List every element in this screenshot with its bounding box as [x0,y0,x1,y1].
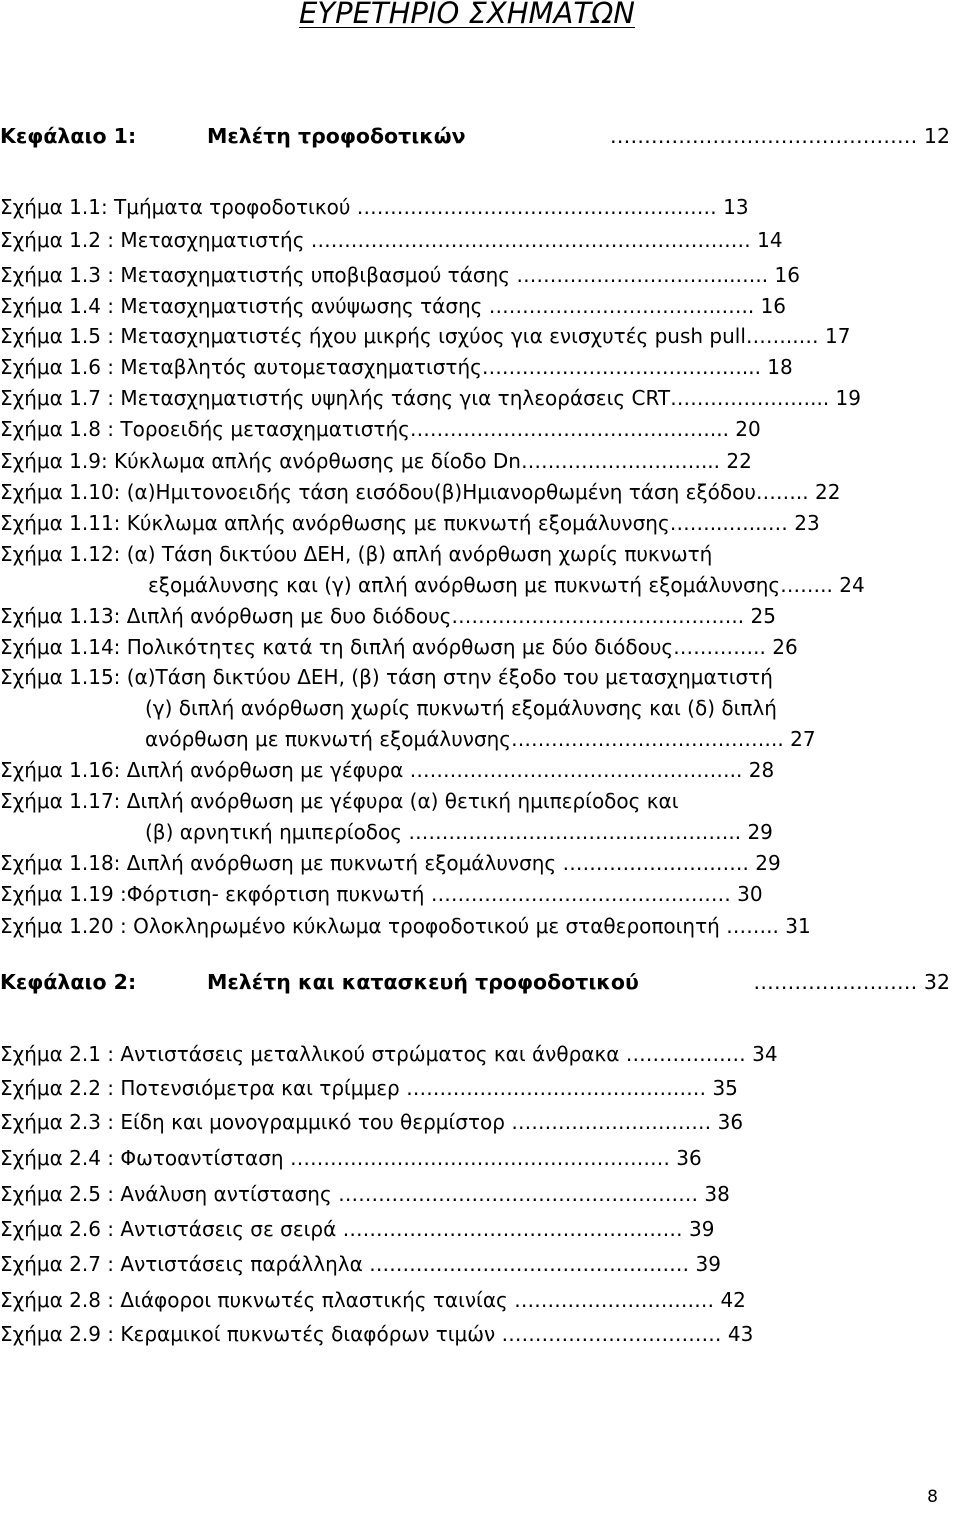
chapter-1-name: Μελέτη τροφοδοτικών [207,124,466,148]
figure-2-caption: Σχήμα 2.3 : Είδη και μονογραμμικό του θερμίστορ [0,1110,512,1134]
figure-1-caption: Σχήμα 1.13: Διπλή ανόρθωση με δυο διόδους [0,604,452,628]
figure-1-dot-leader: ……...…...… [669,511,788,535]
figure-1-entry[interactable] [0,509,952,537]
figure-1-entry[interactable] [145,694,952,722]
figure-2-entry[interactable] [0,1108,952,1136]
figure-1-page-number: 16 [754,294,787,318]
chapter-1-page: 12 [923,124,950,148]
figure-1-entry[interactable] [145,818,952,846]
figure-2-caption: Σχήμα 2.8 : Διάφοροι πυκνωτές πλαστικής ταινίας [0,1288,515,1312]
figure-2-page-number: 36 [711,1110,744,1134]
figure-2-entry[interactable] [0,1320,952,1348]
figure-2-dot-leader: …………………………… [501,1322,722,1346]
figure-1-entry[interactable] [0,880,952,908]
figure-1-caption: Σχήμα 1.4 : Μετασχηματιστής ανύψωσης τάσης [0,294,489,318]
figure-1-caption: Σχήμα 1.5 : Μετασχηματιστές ήχου μικρής ισχύος για ενισχυτές push pull [0,324,746,348]
figure-1-dot-leader: ………………………………….. [511,727,784,751]
figure-2-page-number: 35 [706,1076,738,1100]
figure-2-caption: Σχήμα 2.9 : Κεραμικοί πυκνωτές διαφόρων τιμών [0,1322,502,1346]
chapter-1-dots: ……………………………………… [609,124,918,148]
figure-1-dot-leader: ………………………………………………………… [310,228,751,252]
figure-1-dot-leader: …………………………………... [481,355,761,379]
figure-1-caption: Σχήμα 1.7 : Μετασχηματιστής υψηλής τάσης για τηλεοράσεις CRT [0,386,671,410]
figure-2-dot-leader: ………………………… [511,1110,712,1134]
figure-1-entry[interactable] [0,602,952,630]
figure-1-dot-leader: ………………………………………... [409,417,729,441]
figure-1-page-number: 26 [765,635,798,659]
figure-1-caption: Σχήμα 1.11: Κύκλωμα απλής ανόρθωσης με πυκνωτή εξομάλυνσης [0,511,670,535]
figure-1-dot-leader: …………………………...….. [516,263,769,287]
figure-1-caption: Σχήμα 1.15: (α)Τάση δικτύου ΔΕΗ, (β) τάση στην έξοδο του μετασχηματιστή [0,665,773,689]
figure-1-caption: (γ) διπλή ανόρθωση χωρίς πυκνωτή εξομάλυνσης και (δ) διπλή [145,696,777,720]
figure-1-caption: Σχήμα 1.8 : Τοροειδής μετασχηματιστής [0,417,410,441]
figure-1-dot-leader: ……………………………………………… [356,195,717,219]
figure-1-entry[interactable] [0,756,952,784]
figure-1-entry[interactable] [0,849,952,877]
figure-1-page-number: 25 [744,604,776,628]
figure-1-entry[interactable] [0,353,952,381]
figure-1-entry[interactable] [0,384,952,412]
figure-2-entry[interactable] [0,1250,952,1278]
figure-1-caption: εξομάλυνσης και (γ) απλή ανόρθωση με πυκνωτή εξομάλυνσης [148,573,781,597]
figure-2-entry[interactable] [0,1180,952,1208]
figure-1-dot-leader: ……..… [745,324,819,348]
figure-2-entry[interactable] [0,1215,952,1243]
figure-1-caption: Σχήμα 1.10: (α)Ημιτονοειδής τάση εισόδου(β)Ημιανορθωμένη τάση εξόδου [0,480,756,504]
figure-2-page-number: 42 [714,1288,746,1312]
figure-1-entry[interactable] [0,633,952,661]
figure-2-caption: Σχήμα 2.7 : Αντιστάσεις παράλληλα [0,1252,370,1276]
chapter-2-dots: …………………… [753,970,918,994]
figure-1-caption: Σχήμα 1.9: Κύκλωμα απλής ανόρθωσης με δίοδο Dn [0,449,521,473]
figure-2-entry[interactable] [0,1040,952,1068]
figure-2-dot-leader: ……………… [625,1042,746,1066]
figure-2-dot-leader: …………………………………………… [342,1217,683,1241]
figure-2-caption: Σχήμα 2.2 : Ποτενσιόμετρα και τρίμμερ [0,1076,407,1100]
figure-1-caption: ανόρθωση με πυκνωτή εξομάλυνσης [145,727,512,751]
figure-1-entry[interactable] [0,478,952,506]
chapter-1-leader [610,122,950,150]
figure-2-page-number: 36 [669,1146,702,1170]
figure-2-page-number: 43 [721,1322,754,1346]
figure-2-caption: Σχήμα 2.6 : Αντιστάσεις σε σειρά [0,1217,343,1241]
figure-1-entry[interactable] [0,447,952,475]
figure-1-dot-leader: …….. [755,480,809,504]
figure-2-page-number: 38 [698,1182,730,1206]
figure-2-page-number: 39 [689,1252,721,1276]
figure-2-dot-leader: ………………………………………………… [289,1146,670,1170]
figure-1-dot-leader: ……………………………………… [430,882,731,906]
figure-1-dot-leader: ………………………………………….. [408,820,742,844]
figure-2-dot-leader: ……………………………………… [406,1076,707,1100]
page-title: ΕΥΡΕΤΗΡΙΟ ΣΧΗΜΑΤΩΝ [299,0,635,30]
figure-1-page-number: 29 [741,820,773,844]
figure-1-dot-leader: …………………………………….. [451,604,745,628]
figure-1-page-number: 29 [748,851,781,875]
figure-1-dot-leader: …….. [780,573,833,597]
chapter-1-label: Κεφάλαιο 1: [0,124,137,148]
figure-1-entry[interactable] [0,912,952,940]
figure-1-entry[interactable] [148,571,952,599]
figure-1-page-number: 17 [818,324,851,348]
figure-1-dot-leader: …………………... [670,386,830,410]
figure-1-caption: Σχήμα 1.17: Διπλή ανόρθωση με γέφυρα (α) θετική ημιπερίοδος και [0,789,679,813]
figure-1-page-number: 23 [787,511,820,535]
chapter-2-entry[interactable] [0,968,952,996]
figure-1-caption: (β) αρνητική ημιπερίοδος [145,820,409,844]
chapter-2-leader [753,968,950,996]
figure-1-caption: Σχήμα 1.16: Διπλή ανόρθωση με γέφυρα [0,758,410,782]
figure-1-page-number: 18 [760,355,793,379]
figure-1-caption: Σχήμα 1.3 : Μετασχηματιστής υποβιβασμού τάσης [0,263,517,287]
figure-1-caption: Σχήμα 1.1: Τμήματα τροφοδοτικού [0,195,357,219]
figure-1-page-number: 19 [829,386,861,410]
figure-2-entry[interactable] [0,1144,952,1172]
figure-1-caption: Σχήμα 1.14: Πολικότητες κατά τη διπλή ανόρθωση με δύο διόδους [0,635,674,659]
figure-1-entry[interactable] [0,193,952,221]
figure-2-caption: Σχήμα 2.5 : Ανάλυση αντίστασης [0,1182,339,1206]
figure-1-page-number: 24 [832,573,865,597]
figure-1-dot-leader: ………………………... [520,449,721,473]
figure-1-dot-leader: …….. [726,914,779,938]
figure-1-entry[interactable] [0,787,952,815]
figure-1-caption: Σχήμα 1.19 :Φόρτιση- εκφόρτιση πυκνωτή [0,882,431,906]
figure-2-caption: Σχήμα 2.1 : Αντιστάσεις μεταλλικού στρώματος και άνθρακα [0,1042,626,1066]
figure-1-entry[interactable] [145,725,952,753]
figure-1-dot-leader: ………….. [673,635,766,659]
figure-1-page-number: 22 [808,480,841,504]
figure-1-dot-leader: ………………………. [562,851,749,875]
page-number: 8 [927,1487,938,1507]
figure-2-caption: Σχήμα 2.4 : Φωτοαντίσταση [0,1146,290,1170]
chapter-2-label: Κεφάλαιο 2: [0,970,137,994]
figure-1-entry[interactable] [0,292,952,320]
figure-1-entry[interactable] [0,663,952,691]
figure-1-entry[interactable] [0,261,952,289]
figure-1-entry[interactable] [0,540,952,568]
figure-1-caption: Σχήμα 1.12: (α) Τάση δικτύου ΔΕΗ, (β) απλή ανόρθωση χωρίς πυκνωτή [0,542,713,566]
figure-2-entry[interactable] [0,1286,952,1314]
figure-1-caption: Σχήμα 1.6 : Μεταβλητός αυτομετασχηματιστής [0,355,482,379]
figure-2-dot-leader: ………………………………………… [369,1252,690,1276]
figure-1-page-number: 14 [750,228,783,252]
figure-1-page-number: 13 [716,195,749,219]
chapter-1-entry[interactable] [0,122,952,150]
figure-1-page-number: 20 [728,417,761,441]
figure-1-page-number: 22 [720,449,752,473]
figure-1-caption: Σχήμα 1.20 : Ολοκληρωμένο κύκλωμα τροφοδοτικού με σταθεροποιητή [0,914,727,938]
figure-2-dot-leader: ……………………………………………… [338,1182,699,1206]
figure-2-dot-leader: ………………………… [514,1288,715,1312]
figure-1-page-number: 27 [783,727,816,751]
figure-1-entry[interactable] [0,226,952,254]
figure-1-entry[interactable] [0,322,952,350]
figure-1-dot-leader: ………………………………………….. [409,758,743,782]
figure-1-entry[interactable] [0,415,952,443]
chapter-2-name: Μελέτη και κατασκευή τροφοδοτικού [207,970,639,994]
figure-1-dot-leader: ……………………………..….. [488,294,755,318]
figure-2-page-number: 39 [682,1217,715,1241]
figure-2-page-number: 34 [745,1042,778,1066]
figure-1-caption: Σχήμα 1.18: Διπλή ανόρθωση με πυκνωτή εξομάλυνσης [0,851,563,875]
figure-2-entry[interactable] [0,1074,952,1102]
figure-1-caption: Σχήμα 1.2 : Μετασχηματιστής [0,228,311,252]
chapter-2-page: 32 [923,970,950,994]
figure-1-page-number: 31 [778,914,811,938]
figure-1-page-number: 28 [742,758,775,782]
figure-1-page-number: 16 [768,263,800,287]
figure-1-page-number: 30 [730,882,763,906]
